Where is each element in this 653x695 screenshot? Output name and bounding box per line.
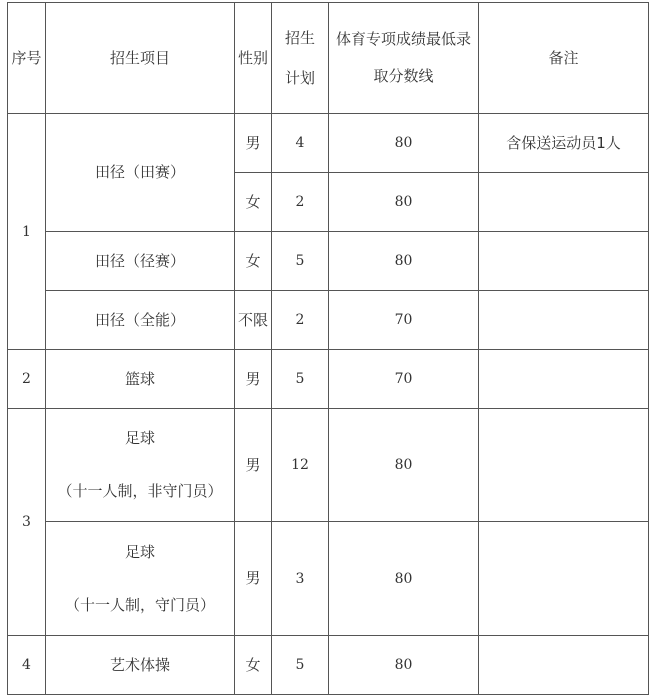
row-remark	[478, 231, 649, 291]
row-gender: 男	[234, 408, 272, 522]
row-remark	[478, 408, 649, 522]
row-project-line1: 足球	[124, 429, 155, 447]
row-gender: 男	[234, 521, 272, 636]
row-seq: 2	[7, 349, 46, 409]
row-gender: 女	[234, 635, 272, 695]
row-seq: 4	[7, 635, 46, 695]
row-remark	[478, 635, 649, 695]
row-gender: 不限	[234, 290, 272, 350]
row-score: 80	[328, 113, 479, 173]
row-project-line1: 足球	[124, 542, 155, 561]
row-project: 田径（田赛）	[45, 113, 235, 232]
row-remark: 含保送运动员1人	[478, 113, 649, 173]
row-project: 田径（径赛）	[45, 231, 235, 291]
row-gender: 女	[234, 172, 272, 232]
row-remark	[478, 290, 649, 350]
header-plan-line1: 招生	[284, 28, 315, 47]
row-plan: 5	[271, 231, 329, 291]
header-project: 招生项目	[45, 2, 235, 114]
row-project	[45, 408, 235, 522]
row-score: 70	[328, 349, 479, 409]
header-plan-line2: 计划	[284, 68, 315, 87]
row-remark	[478, 349, 649, 409]
row-plan: 5	[271, 635, 329, 695]
header-score-line2: 取分数线	[373, 67, 434, 85]
row-score: 80	[328, 521, 479, 636]
row-project: 田径（全能）	[45, 290, 235, 350]
row-remark	[478, 521, 649, 636]
header-seq: 序号	[7, 2, 46, 114]
row-gender: 男	[234, 113, 272, 173]
header-score-line1: 体育专项成绩最低录	[335, 30, 471, 48]
row-score: 80	[328, 408, 479, 522]
row-plan: 4	[271, 113, 329, 173]
row-seq: 3	[7, 408, 46, 636]
row-project-line2: （十一人制，守门员）	[64, 595, 215, 614]
row-score: 80	[328, 231, 479, 291]
header-gender: 性别	[234, 2, 272, 114]
row-project: 篮球	[45, 349, 235, 409]
row-gender: 女	[234, 231, 272, 291]
row-project: 艺术体操	[45, 635, 235, 695]
row-plan: 3	[271, 521, 329, 636]
row-plan: 12	[271, 408, 329, 522]
row-project	[45, 521, 235, 636]
row-plan: 5	[271, 349, 329, 409]
row-gender: 男	[234, 349, 272, 409]
row-score: 80	[328, 635, 479, 695]
row-score: 80	[328, 172, 479, 232]
row-score: 70	[328, 290, 479, 350]
row-plan: 2	[271, 172, 329, 232]
header-plan	[271, 2, 329, 114]
header-score	[328, 2, 479, 114]
row-project-line2: （十一人制，非守门员）	[57, 482, 223, 500]
row-remark	[478, 172, 649, 232]
row-plan: 2	[271, 290, 329, 350]
header-remarks: 备注	[478, 2, 649, 114]
row-seq: 1	[7, 113, 46, 350]
